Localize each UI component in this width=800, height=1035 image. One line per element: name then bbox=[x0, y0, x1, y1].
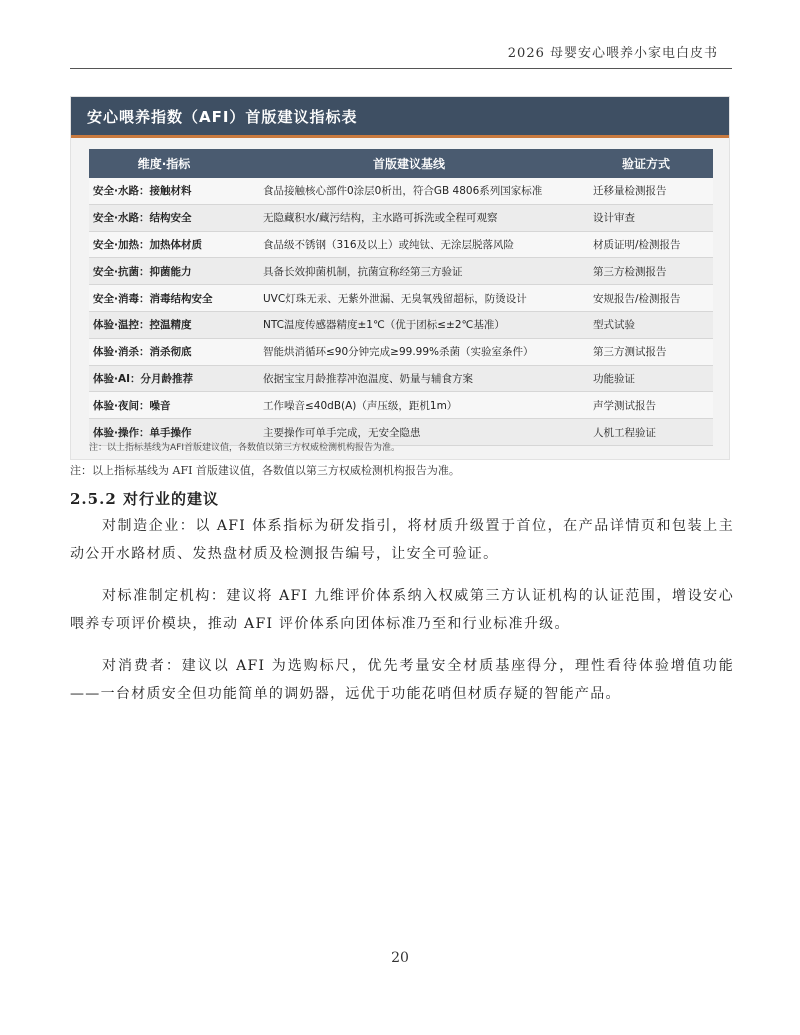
dimension-cell: 安全·抗菌：抑菌能力 bbox=[89, 258, 239, 285]
page-number: 20 bbox=[391, 950, 409, 966]
table-row bbox=[89, 338, 713, 365]
table-row bbox=[89, 178, 713, 204]
baseline-cell: 工作噪音≤40dB(A)（声压级，距机1m） bbox=[239, 392, 579, 419]
paragraph-standards-bodies: 对标准制定机构：建议将 AFI 九维评价体系纳入权威第三方认证机构的认证范围，增设安心喂养专项评价模块，推动 AFI 评价体系向团体标准乃至和行业标准升级。 bbox=[70, 588, 734, 632]
baseline-cell: 食品接触核心部件0涂层0析出，符合GB 4806系列国家标准 bbox=[239, 178, 579, 204]
section-heading: 2.5.2 对行业的建议 bbox=[70, 490, 219, 508]
afi-indicator-figure bbox=[70, 96, 730, 460]
verification-cell: 迁移量检测报告 bbox=[579, 178, 713, 204]
verification-cell: 功能验证 bbox=[579, 365, 713, 392]
dimension-cell: 安全·消毒：消毒结构安全 bbox=[89, 285, 239, 312]
table-row bbox=[89, 365, 713, 392]
verification-cell: 人机工程验证 bbox=[579, 419, 713, 446]
table-row bbox=[89, 204, 713, 231]
table-row bbox=[89, 231, 713, 258]
column-header: 验证方式 bbox=[579, 149, 713, 178]
baseline-cell: 主要操作可单手完成，无安全隐患 bbox=[239, 419, 579, 446]
dimension-cell: 体验·温控：控温精度 bbox=[89, 311, 239, 338]
verification-cell: 设计审查 bbox=[579, 204, 713, 231]
header-rule bbox=[70, 68, 732, 69]
dimension-cell: 体验·夜间：噪音 bbox=[89, 392, 239, 419]
baseline-cell: NTC温度传感器精度±1℃（优于团标≤±2℃基准） bbox=[239, 311, 579, 338]
table-row bbox=[89, 258, 713, 285]
baseline-cell: 食品级不锈钢（316及以上）或纯钛、无涂层脱落风险 bbox=[239, 231, 579, 258]
column-header: 首版建议基线 bbox=[239, 149, 579, 178]
verification-cell: 第三方检测报告 bbox=[579, 258, 713, 285]
baseline-cell: UVC灯珠无汞、无紫外泄漏、无臭氧残留超标，防烫设计 bbox=[239, 285, 579, 312]
verification-cell: 第三方测试报告 bbox=[579, 338, 713, 365]
verification-cell: 材质证明/检测报告 bbox=[579, 231, 713, 258]
figure-footnote: 注：以上指标基线为AFI首版建议值，各数值以第三方权威检测机构报告为准。 bbox=[89, 443, 400, 453]
dimension-cell: 体验·AI：分月龄推荐 bbox=[89, 365, 239, 392]
afi-indicator-table bbox=[89, 149, 713, 446]
figure-title-bar bbox=[71, 97, 729, 138]
table-row bbox=[89, 311, 713, 338]
running-header: 2026 母婴安心喂养小家电白皮书 bbox=[507, 46, 718, 61]
baseline-cell: 智能烘消循环≤90分钟完成≥99.99%杀菌（实验室条件） bbox=[239, 338, 579, 365]
figure-title: 安心喂养指数（AFI）首版建议指标表 bbox=[87, 107, 358, 126]
table-header-row bbox=[89, 149, 713, 178]
baseline-cell: 具备长效抑菌机制，抗菌宣称经第三方验证 bbox=[239, 258, 579, 285]
dimension-cell: 体验·操作：单手操作 bbox=[89, 419, 239, 446]
dimension-cell: 安全·水路：结构安全 bbox=[89, 204, 239, 231]
baseline-cell: 无隐藏积水/藏污结构，主水路可拆洗或全程可观察 bbox=[239, 204, 579, 231]
verification-cell: 安规报告/检测报告 bbox=[579, 285, 713, 312]
table-row bbox=[89, 392, 713, 419]
table-row bbox=[89, 285, 713, 312]
dimension-cell: 体验·消杀：消杀彻底 bbox=[89, 338, 239, 365]
verification-cell: 声学测试报告 bbox=[579, 392, 713, 419]
baseline-cell: 依据宝宝月龄推荐冲泡温度、奶量与辅食方案 bbox=[239, 365, 579, 392]
dimension-cell: 安全·加热：加热体材质 bbox=[89, 231, 239, 258]
dimension-cell: 安全·水路：接触材料 bbox=[89, 178, 239, 204]
table-footnote: 注：以上指标基线为 AFI 首版建议值，各数值以第三方权威检测机构报告为准。 bbox=[70, 464, 460, 477]
paragraph-consumers: 对消费者：建议以 AFI 为选购标尺，优先考量安全材质基座得分，理性看待体验增值功能——一台材质安全但功能简单的调奶器，远优于功能花哨但材质存疑的智能产品。 bbox=[70, 658, 734, 702]
column-header: 维度·指标 bbox=[89, 149, 239, 178]
paragraph-manufacturers: 对制造企业：以 AFI 体系指标为研发指引，将材质升级置于首位，在产品详情页和包装上主动公开水路材质、发热盘材质及检测报告编号，让安全可验证。 bbox=[70, 518, 734, 562]
verification-cell: 型式试验 bbox=[579, 311, 713, 338]
